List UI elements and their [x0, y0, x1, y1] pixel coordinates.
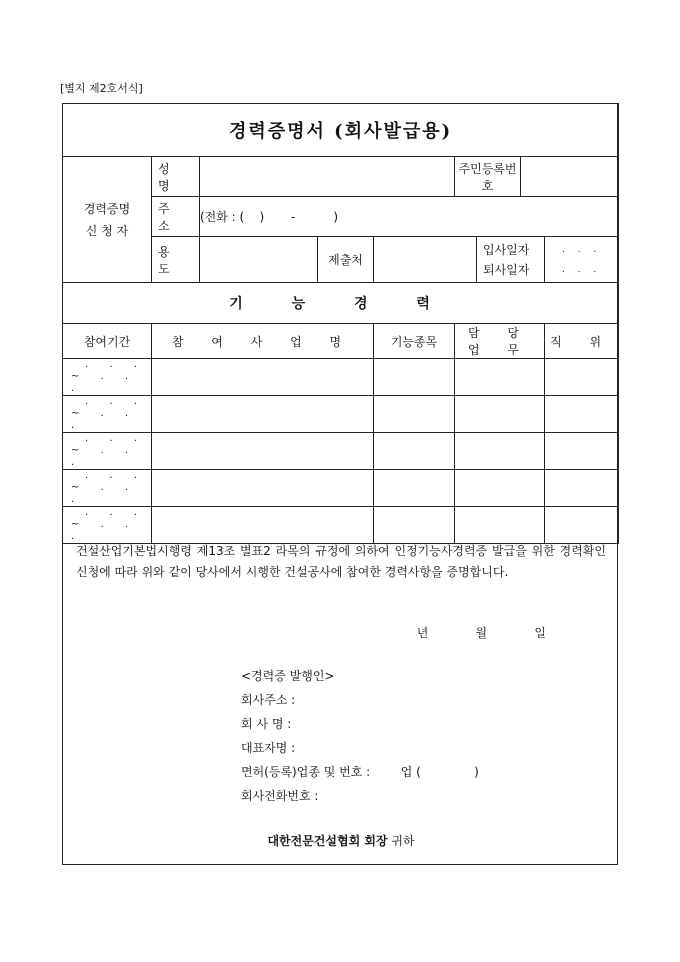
- address-field[interactable]: [200, 197, 619, 237]
- license-label: 면허(등록)업종 및 번호 : 업 ( ): [241, 765, 479, 779]
- day-label: 일: [534, 626, 546, 640]
- duty-cell[interactable]: [455, 396, 545, 433]
- usage-field[interactable]: [200, 237, 318, 283]
- skill-cell[interactable]: [374, 470, 455, 507]
- header-duty: 담 당 업 무: [455, 324, 545, 359]
- issuer-block: [241, 664, 479, 808]
- header-period: 참여기간: [63, 324, 152, 359]
- period-end: ~ . . .: [71, 482, 138, 505]
- addressee-name: 대한전문건설협회 회장: [267, 834, 388, 848]
- header-skill: 기능종목: [374, 324, 455, 359]
- company-phone-label: 회사전화번호 :: [241, 789, 319, 803]
- month-label: 월: [475, 626, 488, 640]
- period-end: ~ . . .: [71, 519, 138, 542]
- employment-date-values[interactable]: [545, 237, 619, 283]
- duty-cell[interactable]: [455, 433, 545, 470]
- submit-to-field[interactable]: [374, 237, 477, 283]
- duty-cell[interactable]: [455, 507, 545, 544]
- submit-to-label: 제출처: [318, 237, 374, 283]
- position-cell[interactable]: [545, 507, 619, 544]
- form-table: [62, 103, 619, 544]
- skill-cell[interactable]: [374, 507, 455, 544]
- skill-cell[interactable]: [374, 433, 455, 470]
- certificate-form: [62, 103, 618, 865]
- usage-label: 용 도: [152, 237, 200, 283]
- project-cell[interactable]: [152, 433, 374, 470]
- phone-text: (전화 : ( ) - ): [200, 210, 339, 224]
- join-date-label: 입사일자: [483, 242, 530, 257]
- address-label: 주 소: [152, 197, 200, 237]
- form-label: [별지 제2호서식]: [60, 82, 143, 95]
- skill-cell[interactable]: [374, 396, 455, 433]
- period-cell[interactable]: [63, 507, 152, 544]
- period-end: ~ . . .: [71, 445, 138, 468]
- employment-date-labels: [477, 237, 545, 283]
- form-title: 경력증명서 (회사발급용): [63, 104, 619, 157]
- position-cell[interactable]: [545, 359, 619, 396]
- position-cell[interactable]: [545, 396, 619, 433]
- period-start: . . .: [85, 359, 146, 370]
- career-row: [63, 433, 619, 470]
- issue-date: [395, 624, 568, 641]
- leave-date-value: . . .: [561, 264, 602, 275]
- duty-cell[interactable]: [455, 470, 545, 507]
- applicant-label-line2: 신 청 자: [85, 223, 129, 238]
- company-name-label: 회 사 명 :: [241, 717, 292, 731]
- period-end: ~ . . .: [71, 408, 138, 431]
- career-row: [63, 359, 619, 396]
- representative-label: 대표자명 :: [241, 741, 296, 755]
- applicant-label-line1: 경력증명: [83, 201, 131, 216]
- career-row: [63, 507, 619, 544]
- period-cell[interactable]: [63, 359, 152, 396]
- header-position: 직 위: [545, 324, 619, 359]
- project-cell[interactable]: [152, 470, 374, 507]
- rrn-field[interactable]: [521, 157, 619, 197]
- applicant-section-label: [63, 157, 152, 283]
- company-address-label: 회사주소 :: [241, 693, 296, 707]
- period-end: ~ . . .: [71, 371, 138, 394]
- position-cell[interactable]: [545, 433, 619, 470]
- career-row: [63, 470, 619, 507]
- period-start: . . .: [85, 396, 146, 407]
- name-field[interactable]: [200, 157, 455, 197]
- project-cell[interactable]: [152, 396, 374, 433]
- addressee: [63, 832, 619, 849]
- period-start: . . .: [85, 470, 146, 481]
- name-label: 성 명: [152, 157, 200, 197]
- period-cell[interactable]: [63, 470, 152, 507]
- position-cell[interactable]: [545, 470, 619, 507]
- duty-cell[interactable]: [455, 359, 545, 396]
- certification-statement: 건설산업기본법시행령 제13조 별표2 라목의 규정에 의하여 인정기능사경력증 발급을 위한 경력확인 신청에 따라 위와 같이 당사에서 시행한 건설공사에 참여한 경력사항을 증명합니다.: [76, 544, 606, 579]
- rrn-label: 주민등록번호: [455, 157, 521, 197]
- career-section-title: 기 능 경 력: [63, 283, 619, 324]
- skill-cell[interactable]: [374, 359, 455, 396]
- period-start: . . .: [85, 507, 146, 518]
- issuer-heading: <경력증 발행인>: [241, 669, 335, 683]
- project-cell[interactable]: [152, 507, 374, 544]
- period-start: . . .: [85, 433, 146, 444]
- year-label: 년: [416, 626, 429, 640]
- addressee-suffix: 귀하: [391, 834, 415, 848]
- join-date-value: . . .: [561, 244, 602, 255]
- career-row: [63, 396, 619, 433]
- leave-date-label: 퇴사일자: [483, 262, 530, 277]
- period-cell[interactable]: [63, 396, 152, 433]
- project-cell[interactable]: [152, 359, 374, 396]
- header-project: 참 여 사 업 명: [152, 324, 374, 359]
- period-cell[interactable]: [63, 433, 152, 470]
